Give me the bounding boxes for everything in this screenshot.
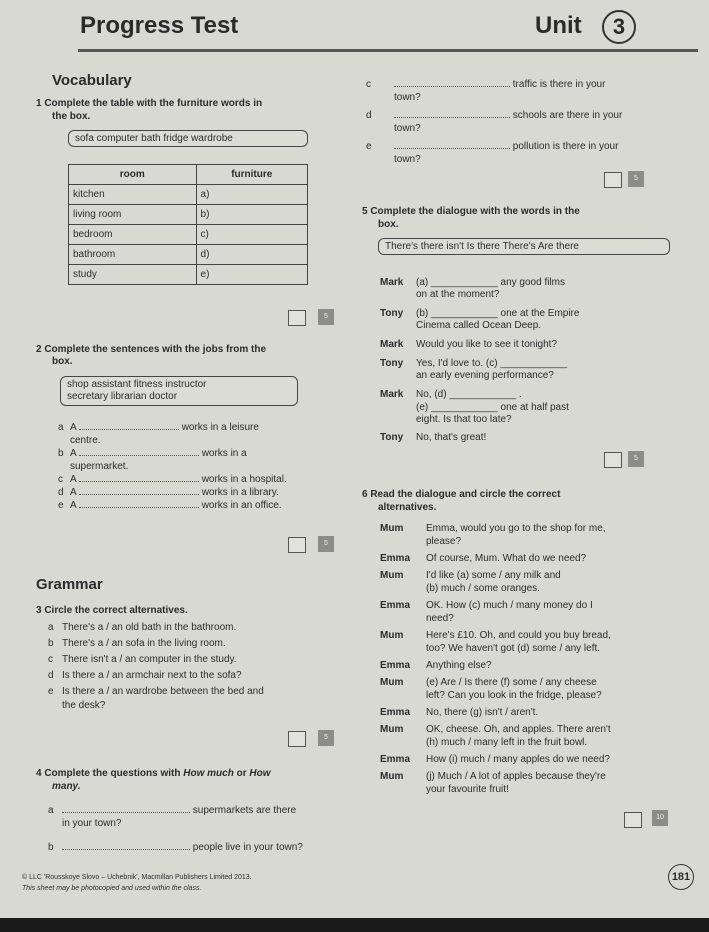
list-item: e A works in an office. <box>58 500 282 511</box>
dialogue-line: eight. Is that too late? <box>416 414 512 425</box>
list-item: a supermarkets are there <box>48 805 297 816</box>
dialogue-line: Cinema called Ocean Deep. <box>416 320 542 331</box>
header-divider <box>78 49 698 52</box>
answer-blank[interactable] <box>394 86 510 87</box>
ex2-score-max: 5 <box>318 536 334 552</box>
table-cell: e) <box>196 265 307 285</box>
ex3-item-list <box>48 621 348 713</box>
list-item: b people live in your town? <box>48 842 303 853</box>
ex5-instruction-1: 5 Complete the dialogue with the words in the <box>362 206 580 217</box>
list-item: e Is there a / an wardrobe between the bed and <box>48 686 264 697</box>
list-item: town? <box>394 154 421 165</box>
ex6-instruction-1: 6 Read the dialogue and circle the correct <box>362 489 561 500</box>
ex3-score-max: 5 <box>318 730 334 746</box>
ex4-score-box[interactable] <box>604 172 622 188</box>
table-cell: c) <box>196 225 307 245</box>
ex4-left-items <box>48 804 348 854</box>
list-item: a A works in a leisure <box>58 422 259 433</box>
dialogue-line: Emma Anything else? <box>380 660 492 671</box>
list-item: d Is there a / an armchair next to the sofa? <box>48 670 242 681</box>
list-item: centre. <box>70 435 101 446</box>
list-item: c A works in a hospital. <box>58 474 287 485</box>
list-item: e pollution is there in your <box>366 141 619 152</box>
dialogue-line: Emma How (i) much / many apples do we need? <box>380 754 610 765</box>
answer-blank[interactable] <box>394 148 510 149</box>
dialogue-line: Emma No, there (g) isn't / aren't. <box>380 707 539 718</box>
ex5-score-box[interactable] <box>604 452 622 468</box>
list-item: c There isn't a / an computer in the study. <box>48 654 237 665</box>
dialogue-line: your favourite fruit! <box>426 784 509 795</box>
table-row <box>69 265 308 285</box>
answer-blank[interactable] <box>79 455 199 456</box>
ex4-instruction-1: 4 Complete the questions with How much or How <box>36 768 271 779</box>
ex6-score-box[interactable] <box>624 812 642 828</box>
ex4-instruction-2: many. <box>52 781 81 792</box>
list-item: c traffic is there in your <box>366 79 606 90</box>
ex6-instruction-2: alternatives. <box>378 502 437 513</box>
answer-blank[interactable] <box>79 494 199 495</box>
ex2-score-box[interactable] <box>288 537 306 553</box>
table-cell: bathroom <box>69 245 197 265</box>
ex5-word-box: There's there isn't Is there There's Are there <box>378 238 670 255</box>
ex6-score-max: 10 <box>652 810 668 826</box>
ex2-word-box <box>60 376 298 406</box>
furniture-table <box>68 164 308 285</box>
photocopy-note: This sheet may be photocopied and used within the class. <box>22 885 202 892</box>
table-cell: b) <box>196 205 307 225</box>
dialogue-line: (h) much / many left in the fruit bowl. <box>426 737 588 748</box>
table-row <box>69 185 308 205</box>
ex3-score-box[interactable] <box>288 731 306 747</box>
unit-number-badge: 3 <box>602 10 636 44</box>
dialogue-line: Mum OK, cheese. Oh, and apples. There aren't <box>380 724 611 735</box>
table-row <box>69 225 308 245</box>
dialogue-line: (e) ____________ one at half past <box>416 402 569 413</box>
unit-label: Unit <box>535 12 582 39</box>
page-title: Progress Test <box>80 12 239 39</box>
ex1-instruction-1: 1 Complete the table with the furniture words in <box>36 98 263 109</box>
ex1-word-box: sofa computer bath fridge wardrobe <box>68 130 308 147</box>
answer-blank[interactable] <box>79 507 199 508</box>
copyright-text: © LLC 'Rousskoye Slovo – Uchebnik', Macmillan Publishers Limited 2013. <box>22 874 252 881</box>
list-item: town? <box>394 92 421 103</box>
ex1-score-max: 5 <box>318 309 334 325</box>
list-item: b A works in a <box>58 448 247 459</box>
list-item: d A works in a library. <box>58 487 279 498</box>
answer-blank[interactable] <box>79 481 199 482</box>
table-row <box>69 245 308 265</box>
ex4-right-items <box>366 78 666 166</box>
dialogue-line: Emma OK. How (c) much / many money do I <box>380 600 593 611</box>
dialogue-line: Tony Yes, I'd love to. (c) ____________ <box>380 358 568 369</box>
ex5-dialogue <box>380 276 690 444</box>
table-cell: kitchen <box>69 185 197 205</box>
answer-blank[interactable] <box>79 429 179 430</box>
table-cell: study <box>69 265 197 285</box>
ex5-score-max: 5 <box>628 451 644 467</box>
column-header: room <box>69 165 197 185</box>
list-item: a There's a / an old bath in the bathroom. <box>48 622 237 633</box>
table-row <box>69 205 308 225</box>
table-cell: bedroom <box>69 225 197 245</box>
ex2-instruction-2: box. <box>52 356 73 367</box>
table-cell: d) <box>196 245 307 265</box>
dialogue-line: Mum I'd like (a) some / any milk and <box>380 570 561 581</box>
dialogue-line: Mum Here's £10. Oh, and could you buy bread, <box>380 630 611 641</box>
ex4-score-max: 5 <box>628 171 644 187</box>
ex2-item-list <box>58 421 348 512</box>
list-item: town? <box>394 123 421 134</box>
dialogue-line: Emma Of course, Mum. What do we need? <box>380 553 587 564</box>
table-cell: living room <box>69 205 197 225</box>
dialogue-line: Tony No, that's great! <box>380 432 487 443</box>
table-cell: a) <box>196 185 307 205</box>
dialogue-line: Mum (e) Are / Is there (f) some / any cheese <box>380 677 597 688</box>
ex6-dialogue <box>380 522 700 796</box>
answer-blank[interactable] <box>62 812 190 813</box>
dialogue-line: Mark (a) ____________ any good films <box>380 277 565 288</box>
ex5-instruction-2: box. <box>378 219 399 230</box>
dialogue-line: left? Can you look in the fridge, please? <box>426 690 602 701</box>
vocabulary-heading: Vocabulary <box>52 72 132 89</box>
answer-blank[interactable] <box>394 117 510 118</box>
dialogue-line: need? <box>426 613 454 624</box>
dialogue-line: please? <box>426 536 462 547</box>
page-number: 181 <box>668 864 694 890</box>
dialogue-line: Tony (b) ____________ one at the Empire <box>380 308 580 319</box>
dialogue-line: an early evening performance? <box>416 370 554 381</box>
dialogue-line: too? We haven't got (d) some / any left. <box>426 643 601 654</box>
ex2-instruction-1: 2 Complete the sentences with the jobs from the <box>36 344 267 355</box>
ex1-instruction-2: the box. <box>52 111 91 122</box>
table-header-row <box>69 165 308 185</box>
ex3-instruction: 3 Circle the correct alternatives. <box>36 605 188 616</box>
dialogue-line: (b) much / some oranges. <box>426 583 540 594</box>
ex2-word-box-line: shop assistant fitness instructor <box>67 379 207 390</box>
list-item: b There's a / an sofa in the living room. <box>48 638 226 649</box>
list-item: supermarket. <box>70 461 129 472</box>
list-item: the desk? <box>62 700 106 711</box>
dialogue-line: Mum (j) Much / A lot of apples because they're <box>380 771 606 782</box>
dialogue-line: on at the moment? <box>416 289 500 300</box>
ex1-score-box[interactable] <box>288 310 306 326</box>
dialogue-line: Mum Emma, would you go to the shop for me, <box>380 523 606 534</box>
list-item: d schools are there in your <box>366 110 623 121</box>
answer-blank[interactable] <box>62 849 190 850</box>
ex2-word-box-line: secretary librarian doctor <box>67 391 178 402</box>
list-item: in your town? <box>62 818 122 829</box>
grammar-heading: Grammar <box>36 576 103 593</box>
dialogue-line: Mark Would you like to see it tonight? <box>380 339 558 350</box>
column-header: furniture <box>196 165 307 185</box>
dialogue-line: Mark No, (d) ____________ . <box>380 389 522 400</box>
